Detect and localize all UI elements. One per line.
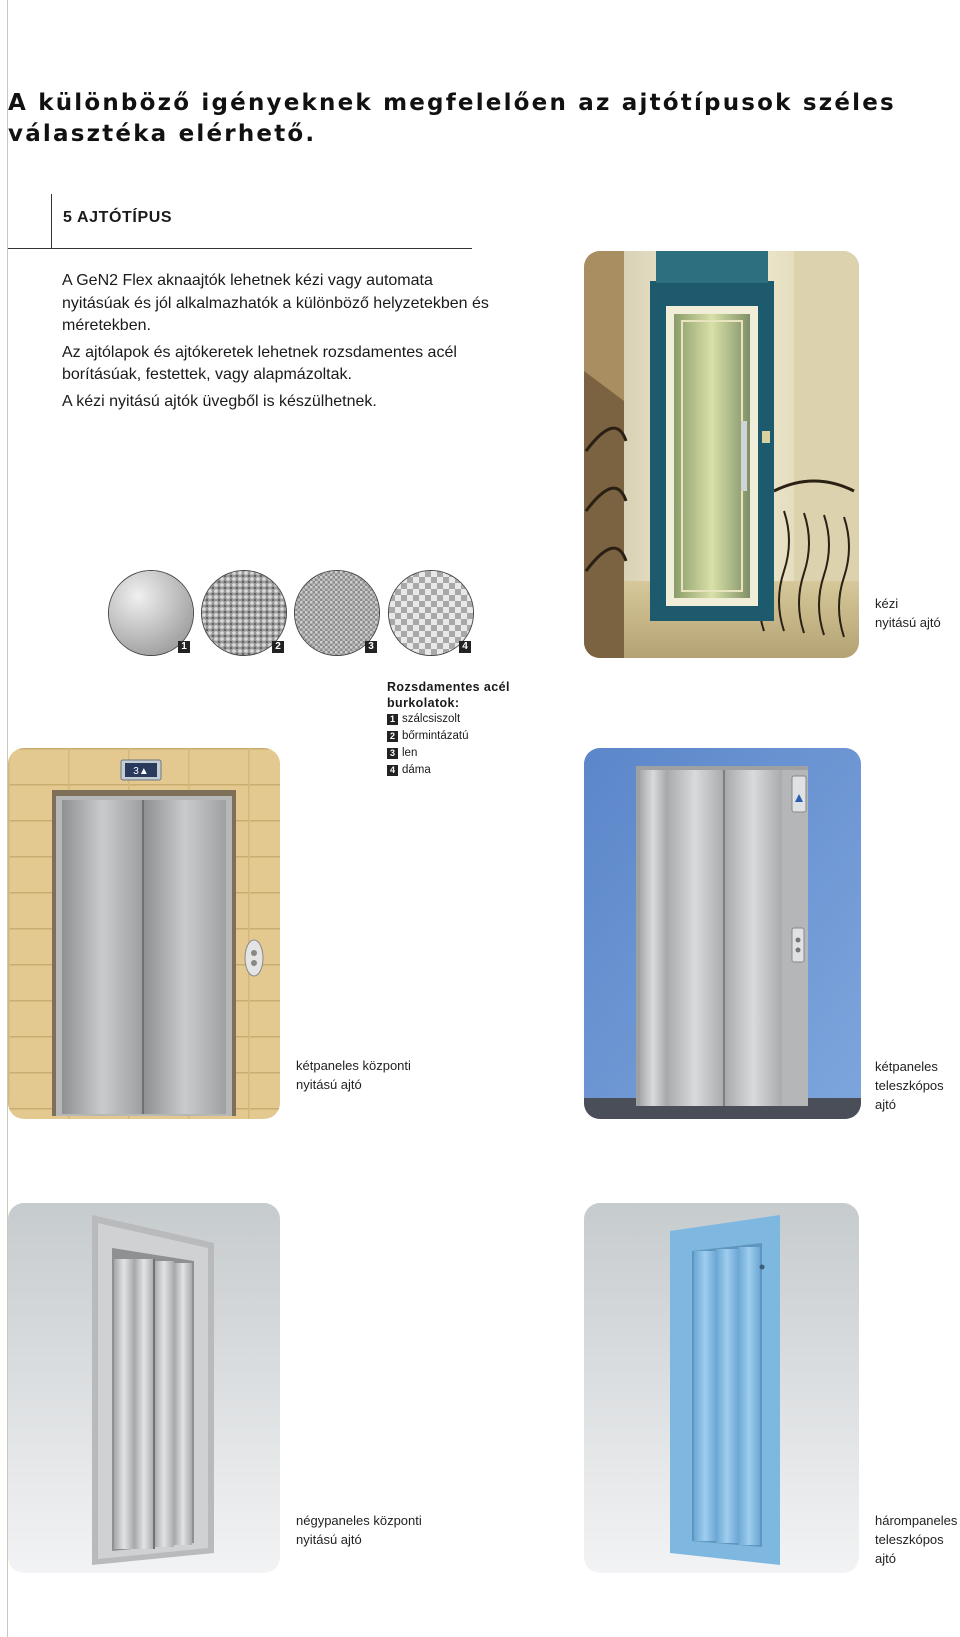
section-vertical-rule xyxy=(51,194,52,249)
finishes-legend xyxy=(387,679,510,779)
manual-door-caption: kézi nyitású ajtó xyxy=(875,596,941,630)
section-horizontal-rule xyxy=(8,248,472,249)
two-panel-telescopic-caption: kétpaneles teleszkópos ajtó xyxy=(875,1059,944,1112)
body-paragraph-3: A kézi nyitású ajtók üvegből is készülhetnek. xyxy=(62,392,377,410)
swatch-number-2: 2 xyxy=(272,641,284,653)
three-panel-telescopic-photo xyxy=(584,1203,859,1573)
swatch-number-4: 4 xyxy=(459,641,471,653)
floor-indicator: 3▲ xyxy=(133,766,149,777)
legend-item: 2 bőrmintázatú xyxy=(387,728,510,745)
legend-item: 1 szálcsiszolt xyxy=(387,711,510,728)
legend-title-line1: Rozsdamentes acél xyxy=(387,680,510,694)
body-paragraph-1: A GeN2 Flex aknaajtók lehetnek kézi vagy automata nyitásúak és jól alkalmazhatók a különböző helyzetekben és méretekben. xyxy=(62,272,489,334)
legend-item: 3 len xyxy=(387,745,510,762)
section-title: 5 AJTÓTÍPUS xyxy=(63,209,173,226)
two-panel-central-photo xyxy=(8,748,280,1119)
four-panel-central-caption: négypaneles központi nyitású ajtó xyxy=(296,1513,422,1547)
section-body xyxy=(62,270,502,417)
legend-title-line2: burkolatok: xyxy=(387,696,460,710)
page-headline: A különböző igényeknek megfelelően az ajtótípusok széles választéka elérhető. xyxy=(8,90,896,147)
three-panel-telescopic-caption: hárompaneles teleszkópos ajtó xyxy=(875,1513,958,1566)
legend-item: 4 dáma xyxy=(387,762,510,779)
swatch-number-3: 3 xyxy=(365,641,377,653)
four-panel-central-photo xyxy=(8,1203,280,1573)
body-paragraph-2: Az ajtólapok és ajtókeretek lehetnek rozsdamentes acél borításúak, festettek, vagy alapmázoltak. xyxy=(62,343,457,383)
two-panel-central-caption: kétpaneles központi nyitású ajtó xyxy=(296,1058,411,1092)
swatch-number-1: 1 xyxy=(178,641,190,653)
two-panel-telescopic-photo xyxy=(584,748,861,1119)
manual-door-photo xyxy=(584,251,859,658)
